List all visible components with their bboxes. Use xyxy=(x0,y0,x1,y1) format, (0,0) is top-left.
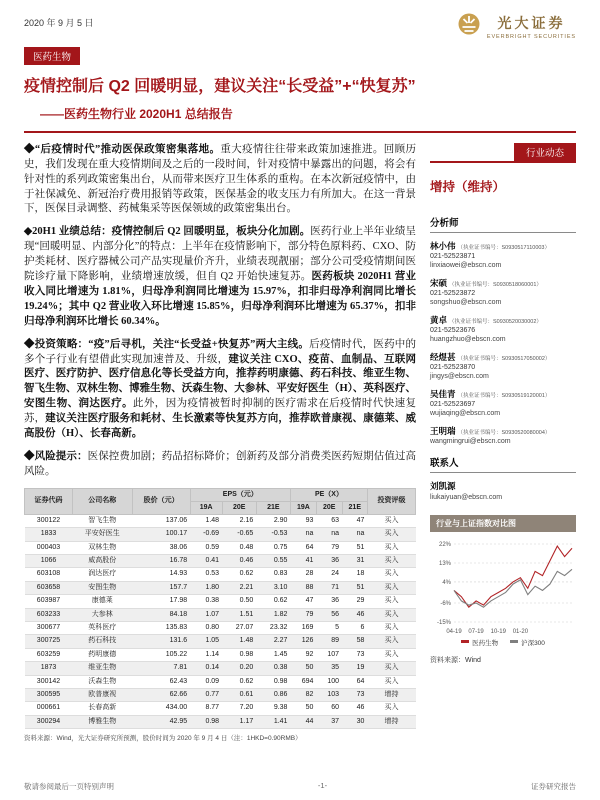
stock-cell: 沃森生物 xyxy=(72,675,132,688)
text-segment: 后疫情时代，医药中的多个子行业有望借此实现加速普及、升级， xyxy=(24,338,417,365)
column-header: 20E xyxy=(316,501,342,514)
stock-cell: 0.50 xyxy=(222,595,256,608)
stock-cell: 大参林 xyxy=(72,608,132,621)
industry-chart-svg xyxy=(430,536,576,636)
stock-cell: 0.86 xyxy=(256,689,290,702)
stock-cell: 92 xyxy=(290,648,316,661)
analyst-name-line xyxy=(430,388,576,400)
analyst-name: 林小伟 xyxy=(430,240,456,251)
stock-cell: 1.82 xyxy=(256,608,290,621)
legend-item: 医药生物 xyxy=(461,638,498,647)
stock-cell: 长春高新 xyxy=(72,702,132,715)
analyst-name-line xyxy=(430,240,576,252)
stock-cell: 73 xyxy=(342,648,367,661)
section-badge: 行业动态 xyxy=(514,143,576,161)
stock-cell: 16.78 xyxy=(132,555,190,568)
paragraph xyxy=(24,338,416,442)
stock-cell: 0.61 xyxy=(222,689,256,702)
stock-cell: 100 xyxy=(316,675,342,688)
analysts-list xyxy=(430,240,576,446)
stock-cell: 63 xyxy=(316,514,342,527)
stock-cell: 8.77 xyxy=(190,702,222,715)
stock-row xyxy=(25,648,416,661)
stock-cell: 41 xyxy=(290,555,316,568)
stock-cell: 27.07 xyxy=(222,622,256,635)
stock-cell: 88 xyxy=(290,581,316,594)
analyst-phone: 021-52523872 xyxy=(430,290,476,298)
stock-cell: 欧普康视 xyxy=(72,689,132,702)
analyst-name: 王明瑞 xyxy=(430,425,456,436)
analyst-name-line xyxy=(430,277,576,289)
stock-cell: 买入 xyxy=(367,675,415,688)
text-segment: 建议关注医疗服务和耗材、生长激素等快复苏方向，推荐欧普康视、康德莱、威高股份（H）、长春高新。 xyxy=(24,413,417,440)
paragraph xyxy=(24,225,416,329)
stock-row xyxy=(25,702,416,715)
stock-cell: 89 xyxy=(316,635,342,648)
stock-cell: 47 xyxy=(342,514,367,527)
stock-cell: 1.48 xyxy=(190,514,222,527)
text-segment: 医保控费加剧；药品招标降价；创新药及部分消费类医药短期估值过高风险。 xyxy=(24,451,417,477)
text-segment: ◆投资策略：“疫”后寻机，关注“长受益+快复苏”两大主线。 xyxy=(24,338,310,350)
stock-cell: 1873 xyxy=(25,662,73,675)
stock-row xyxy=(25,635,416,648)
stock-cell: 603233 xyxy=(25,608,73,621)
stock-cell: 增持 xyxy=(367,689,415,702)
stock-table xyxy=(24,488,416,729)
chart-source: 资料来源：Wind xyxy=(430,656,481,664)
stock-cell: 0.98 xyxy=(222,648,256,661)
stock-cell: 60 xyxy=(316,702,342,715)
analyst-name-line xyxy=(430,314,576,326)
stock-cell: 1.48 xyxy=(222,635,256,648)
stock-cell: 1.05 xyxy=(190,635,222,648)
stock-cell: 2.27 xyxy=(256,635,290,648)
contact-name: 刘凯源 xyxy=(430,481,456,492)
stock-cell: 0.41 xyxy=(190,555,222,568)
stock-cell: 000403 xyxy=(25,541,73,554)
analyst-name-line xyxy=(430,425,576,437)
stock-cell: 0.75 xyxy=(256,541,290,554)
stock-row xyxy=(25,608,416,621)
stock-cell: 30 xyxy=(342,715,367,728)
stock-cell: 169 xyxy=(290,622,316,635)
stock-cell: 105.22 xyxy=(132,648,190,661)
stock-row xyxy=(25,581,416,594)
stock-cell: 73 xyxy=(342,689,367,702)
stock-cell: 康德莱 xyxy=(72,595,132,608)
stock-cell: 0.53 xyxy=(190,568,222,581)
y-tick-label: -6% xyxy=(440,600,451,607)
stock-cell: 29 xyxy=(342,595,367,608)
analyst-cert: （执业证书编号：S0930517050002） xyxy=(457,355,551,362)
stock-cell: 0.80 xyxy=(190,622,222,635)
column-header: EPS（元） xyxy=(190,488,290,501)
stock-cell: 37 xyxy=(316,715,342,728)
stock-cell: -0.53 xyxy=(256,528,290,541)
stock-cell: 46 xyxy=(342,702,367,715)
stock-cell: 84.18 xyxy=(132,608,190,621)
analyst-phone: 021-52523676 xyxy=(430,327,476,335)
main-column xyxy=(24,133,416,742)
stock-cell: 买入 xyxy=(367,514,415,527)
stock-cell: 5 xyxy=(316,622,342,635)
stock-cell: na xyxy=(342,528,367,541)
text-segment: 建议关注 CXO、疫苗、血制品、互联网医疗、医疗防护、医疗信息化等长受益方向，推荐药明康德、药石科技、维亚生物、智飞生物、双林生物、博雅生物、沃森生物、大参林、平安好医生（H）、英科医疗、安图生物、润达医疗。 xyxy=(24,353,416,410)
analyst-email[interactable]: wujiaqing@ebscn.com xyxy=(430,409,501,417)
stock-cell: 44 xyxy=(290,715,316,728)
column-header: 投资评级 xyxy=(367,488,415,514)
stock-cell: 0.77 xyxy=(190,689,222,702)
stock-cell: 46 xyxy=(342,608,367,621)
x-tick-label: 10-19 xyxy=(490,628,506,635)
analyst-cert: （执业证书编号：S0930518060001） xyxy=(448,281,542,288)
stock-cell: 0.55 xyxy=(256,555,290,568)
stock-cell: 28 xyxy=(290,568,316,581)
text-segment: 重大疫情往往带来政策加速推进。回顾历史，我们发现在重大疫情期间及之后的一段时间，针对疫情中暴露出的问题，将会有针对性的系列政策密集出台，从而带来医疗卫生体系的重构。在本次新冠疫情中，由于社保减免、新冠治疗费用报销等政策，医保基金的收支压力有所加大。在这一背景下，医保目录调整、药械集采等医保领域的政策密集出台。 xyxy=(24,143,417,215)
stock-cell: 增持 xyxy=(367,715,415,728)
analyst-cert: （执业证书编号：S0930520080004） xyxy=(457,429,551,436)
stock-cell: 0.38 xyxy=(256,662,290,675)
text-segment: 医药板块 2020H1 营业收入同比增速为 1.81%，归母净利润同比增速为 15.97%，扣非归母净利润同比增长 19.24%；其中 Q2 营业收入环比增速 15.85%，归母净利润环比增速为 65.37%，扣非归母净利润环比增长 60.34%。 xyxy=(24,271,416,327)
analyst-block xyxy=(430,314,576,343)
stock-cell: 17.98 xyxy=(132,595,190,608)
column-header: 20E xyxy=(222,501,256,514)
stock-cell: 18 xyxy=(342,568,367,581)
stock-cell: 0.98 xyxy=(256,675,290,688)
analyst-block xyxy=(430,388,576,417)
report-subtitle: ——医药生物行业 2020H1 总结报告 xyxy=(40,106,233,121)
stock-cell: 0.98 xyxy=(190,715,222,728)
stock-cell: 157.7 xyxy=(132,581,190,594)
industry-badge: 医药生物 xyxy=(24,47,80,65)
stock-cell: 买入 xyxy=(367,581,415,594)
stock-cell: 51 xyxy=(342,541,367,554)
stock-cell: 107 xyxy=(316,648,342,661)
stock-cell: 买入 xyxy=(367,541,415,554)
stock-cell: 0.46 xyxy=(222,555,256,568)
legend-swatch xyxy=(510,640,518,643)
stock-row xyxy=(25,541,416,554)
y-tick-label: 13% xyxy=(438,560,451,567)
stock-cell: 50 xyxy=(290,702,316,715)
paragraph xyxy=(24,143,416,218)
analyst-name-line xyxy=(430,351,576,363)
column-header: 19A xyxy=(290,501,316,514)
stock-cell: 103 xyxy=(316,689,342,702)
column-header: 21E xyxy=(256,501,290,514)
stock-cell: 买入 xyxy=(367,702,415,715)
column-header: 股价（元） xyxy=(132,488,190,514)
stock-row xyxy=(25,622,416,635)
series-line xyxy=(454,569,572,607)
investment-rating: 增持（维持） xyxy=(430,179,506,194)
stock-cell: 维亚生物 xyxy=(72,662,132,675)
stock-cell: 71 xyxy=(316,581,342,594)
stock-cell: 135.83 xyxy=(132,622,190,635)
y-tick-label: 22% xyxy=(438,541,451,548)
stock-cell: 1.51 xyxy=(222,608,256,621)
stock-cell: 1.80 xyxy=(190,581,222,594)
stock-cell: 1.17 xyxy=(222,715,256,728)
industry-chart xyxy=(430,536,576,647)
stock-cell: 买入 xyxy=(367,622,415,635)
stock-cell: 9.38 xyxy=(256,702,290,715)
stock-cell: na xyxy=(290,528,316,541)
stock-cell: 0.09 xyxy=(190,675,222,688)
stock-cell: 62.66 xyxy=(132,689,190,702)
stock-cell: 300122 xyxy=(25,514,73,527)
stock-row xyxy=(25,555,416,568)
stock-cell: 603987 xyxy=(25,595,73,608)
stock-cell: 1.07 xyxy=(190,608,222,621)
everbright-logo xyxy=(457,12,576,41)
x-tick-label: 01-20 xyxy=(512,628,529,635)
stock-cell: 7.20 xyxy=(222,702,256,715)
stock-cell: 93 xyxy=(290,514,316,527)
stock-cell: 35 xyxy=(316,662,342,675)
text-segment: 此外，因为疫情被暂时抑制的医疗需求在后疫情时代快速复苏， xyxy=(24,398,416,425)
stock-cell: 31 xyxy=(342,555,367,568)
stock-cell: -0.69 xyxy=(190,528,222,541)
report-header xyxy=(24,12,576,41)
stock-cell: 79 xyxy=(316,541,342,554)
stock-cell: 603108 xyxy=(25,568,73,581)
analyst-block xyxy=(430,277,576,306)
stock-row xyxy=(25,662,416,675)
sidebar xyxy=(430,133,576,742)
analysts-heading: 分析师 xyxy=(430,215,576,233)
contact-email[interactable]: liukaiyuan@ebscn.com xyxy=(430,493,503,501)
column-header: 证券代码 xyxy=(25,488,73,514)
stock-cell: 买入 xyxy=(367,608,415,621)
stock-cell: 买入 xyxy=(367,635,415,648)
stock-cell: 42.95 xyxy=(132,715,190,728)
stock-cell: 0.48 xyxy=(222,541,256,554)
stock-cell: 300725 xyxy=(25,635,73,648)
content-columns xyxy=(24,133,576,742)
x-tick-label: 07-19 xyxy=(468,628,484,635)
stock-cell: 威高股份 xyxy=(72,555,132,568)
stock-cell: 0.83 xyxy=(256,568,290,581)
report-date: 2020 年 9 月 5 日 xyxy=(24,18,94,28)
stock-row xyxy=(25,595,416,608)
text-segment: ◆“后疫情时代”推动医保政策密集落地。 xyxy=(24,143,221,155)
stock-cell: 润达医疗 xyxy=(72,568,132,581)
analyst-block xyxy=(430,351,576,380)
stock-cell: 79 xyxy=(290,608,316,621)
report-title: 疫情控制后 Q2 回暖明显，建议关注“长受益”+“快复苏” xyxy=(24,78,416,95)
stock-cell: 64 xyxy=(290,541,316,554)
page-number: -1- xyxy=(317,781,328,790)
analyst-email[interactable]: huangzhuo@ebscn.com xyxy=(430,335,506,343)
contact-block xyxy=(430,480,576,501)
stock-cell: 英科医疗 xyxy=(72,622,132,635)
section-tab-row xyxy=(430,133,576,163)
stock-cell: 14.93 xyxy=(132,568,190,581)
stock-cell: 0.62 xyxy=(256,595,290,608)
stock-cell: 1833 xyxy=(25,528,73,541)
analyst-email[interactable]: jingys@ebscn.com xyxy=(430,372,489,380)
stock-cell: 300294 xyxy=(25,715,73,728)
stock-cell: 0.38 xyxy=(190,595,222,608)
legend-swatch xyxy=(461,640,469,643)
y-tick-label: 4% xyxy=(442,579,451,586)
stock-cell: 38.06 xyxy=(132,541,190,554)
legend-item: 沪深300 xyxy=(510,638,545,647)
stock-cell: 双林生物 xyxy=(72,541,132,554)
stock-row xyxy=(25,675,416,688)
stock-cell: 36 xyxy=(316,595,342,608)
stock-cell: 0.59 xyxy=(190,541,222,554)
analyst-name: 宋硕 xyxy=(430,277,448,288)
stock-cell: 药石科技 xyxy=(72,635,132,648)
stock-cell: 300595 xyxy=(25,689,73,702)
stock-cell: 603658 xyxy=(25,581,73,594)
text-segment: 医药行业上半年业绩呈现“回暖明显、内部分化”的特点：上半年在疫情影响下，部分特色原料药、CXO、防护类耗材、医疗器械公司产品实现量价齐升，业绩表现靓丽；部分公司受疫情期间医院诊疗量下降影响，业绩增速放缓，但自 Q2 开始快速复苏。 xyxy=(24,226,416,283)
stock-cell: 2.16 xyxy=(222,514,256,527)
stock-cell: 买入 xyxy=(367,568,415,581)
analyst-cert: （执业证书编号：S0930519120001） xyxy=(457,392,551,399)
stock-cell: 1.14 xyxy=(190,648,222,661)
footer-doc-type: 证券研究报告 xyxy=(530,782,576,791)
chart-title-bar: 行业与上证指数对比图 xyxy=(430,515,576,532)
chart-legend xyxy=(430,638,576,647)
analyst-name: 经煜甚 xyxy=(430,351,456,362)
stock-cell: 50 xyxy=(290,662,316,675)
paragraph xyxy=(24,450,416,480)
stock-cell: 62.43 xyxy=(132,675,190,688)
stock-cell: 0.20 xyxy=(222,662,256,675)
table-footnote: 资料来源：Wind，光大证券研究所预测，股价时间为 2020 年 9 月 4 日（注：1HKD=0.90RMB） xyxy=(24,735,302,743)
stock-cell: 3.10 xyxy=(256,581,290,594)
stock-cell: 买入 xyxy=(367,528,415,541)
stock-row xyxy=(25,568,416,581)
stock-row xyxy=(25,528,416,541)
stock-row xyxy=(25,715,416,728)
brand-name: 光大证券 xyxy=(497,17,566,32)
footer-disclaimer: 敬请参阅最后一页特别声明 xyxy=(24,782,114,791)
stock-row xyxy=(25,514,416,527)
stock-cell: 24 xyxy=(316,568,342,581)
stock-cell: 1.41 xyxy=(256,715,290,728)
analyst-email[interactable]: wangmingrui@ebscn.com xyxy=(430,438,511,446)
analyst-cert: （执业证书编号：S0930517110003） xyxy=(457,244,550,251)
stock-cell: 0.62 xyxy=(222,568,256,581)
x-tick-label: 04-19 xyxy=(446,628,462,635)
stock-cell: 买入 xyxy=(367,662,415,675)
stock-cell: 1.45 xyxy=(256,648,290,661)
brand-subtitle: EVERBRIGHT SECURITIES xyxy=(486,34,576,40)
stock-cell: 000661 xyxy=(25,702,73,715)
everbright-logo-icon xyxy=(457,12,481,41)
stock-cell: 82 xyxy=(290,689,316,702)
column-header: 公司名称 xyxy=(72,488,132,514)
stock-cell: 7.81 xyxy=(132,662,190,675)
contact-heading: 联系人 xyxy=(430,455,576,473)
page-footer xyxy=(24,781,576,792)
column-header: 21E xyxy=(342,501,367,514)
stock-cell: 安图生物 xyxy=(72,581,132,594)
stock-cell: 36 xyxy=(316,555,342,568)
stock-cell: 买入 xyxy=(367,648,415,661)
y-tick-label: -15% xyxy=(436,619,451,626)
stock-cell: 1066 xyxy=(25,555,73,568)
stock-cell: 126 xyxy=(290,635,316,648)
stock-cell: na xyxy=(316,528,342,541)
stock-cell: 2.90 xyxy=(256,514,290,527)
column-header: PE（X） xyxy=(290,488,367,501)
stock-cell: 131.6 xyxy=(132,635,190,648)
analyst-cert: （执业证书编号：S0930520030002） xyxy=(448,318,542,325)
text-segment: ◆风险提示： xyxy=(24,451,88,463)
stock-cell: 药明康德 xyxy=(72,648,132,661)
stock-cell: 64 xyxy=(342,675,367,688)
stock-cell: 56 xyxy=(316,608,342,621)
stock-cell: -0.65 xyxy=(222,528,256,541)
stock-row xyxy=(25,689,416,702)
stock-cell: 694 xyxy=(290,675,316,688)
analyst-block xyxy=(430,240,576,269)
stock-cell: 47 xyxy=(290,595,316,608)
text-segment: ◆20H1 业绩总结：疫情控制后 Q2 回暖明显，板块分化加剧。 xyxy=(24,226,311,238)
analyst-phone: 021-52523871 xyxy=(430,253,476,261)
column-header: 19A xyxy=(190,501,222,514)
analyst-phone: 021-52523697 xyxy=(430,401,476,409)
stock-cell: 平安好医生 xyxy=(72,528,132,541)
stock-cell: 买入 xyxy=(367,595,415,608)
analyst-block xyxy=(430,425,576,446)
stock-cell: 51 xyxy=(342,581,367,594)
stock-cell: 300677 xyxy=(25,622,73,635)
analyst-phone: 021-52523870 xyxy=(430,364,476,372)
stock-cell: 博雅生物 xyxy=(72,715,132,728)
analyst-name: 吴佳青 xyxy=(430,388,456,399)
stock-cell: 100.17 xyxy=(132,528,190,541)
stock-cell: 智飞生物 xyxy=(72,514,132,527)
stock-cell: 137.06 xyxy=(132,514,190,527)
stock-cell: 23.32 xyxy=(256,622,290,635)
stock-cell: 434.00 xyxy=(132,702,190,715)
stock-cell: 603259 xyxy=(25,648,73,661)
analyst-email[interactable]: linxiaowei@ebscn.com xyxy=(430,261,502,269)
stock-cell: 6 xyxy=(342,622,367,635)
stock-cell: 2.21 xyxy=(222,581,256,594)
analyst-email[interactable]: songshuo@ebscn.com xyxy=(430,298,502,306)
stock-cell: 58 xyxy=(342,635,367,648)
analyst-name: 黄卓 xyxy=(430,314,448,325)
body-paragraphs xyxy=(24,143,416,480)
stock-cell: 19 xyxy=(342,662,367,675)
stock-cell: 0.14 xyxy=(190,662,222,675)
stock-cell: 0.62 xyxy=(222,675,256,688)
stock-cell: 300142 xyxy=(25,675,73,688)
stock-cell: 买入 xyxy=(367,555,415,568)
